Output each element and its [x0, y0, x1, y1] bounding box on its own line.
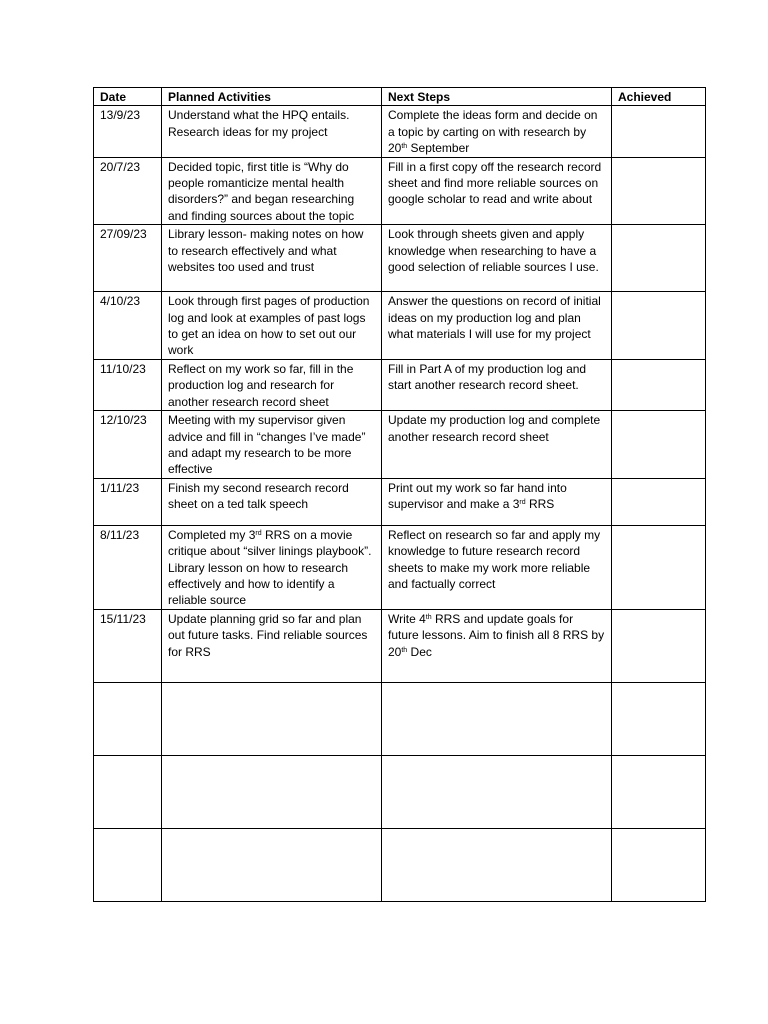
header-achieved: Achieved [612, 88, 706, 106]
cell-date [94, 828, 162, 901]
cell-next-steps [382, 525, 612, 609]
cell-next-steps [382, 478, 612, 525]
cell-achieved [612, 755, 706, 828]
superscript: th [401, 646, 408, 654]
text-run: Answer the questions on record of initial ideas on my production log and plan what materials I will use for my project [388, 294, 601, 342]
cell-achieved [612, 106, 706, 157]
cell-planned-activities: Reflect on my work so far, fill in the production log and research for another research record sheet [162, 359, 382, 410]
cell-planned-activities: Look through first pages of production log and look at examples of past logs to get an idea on how to set out our work [162, 292, 382, 360]
cell-planned-activities: Meeting with my supervisor given advice and fill in “changes I’ve made” and adapt my research to be more effective [162, 411, 382, 479]
cell-achieved [612, 828, 706, 901]
text-run: Look through sheets given and apply knowledge when researching to have a good selection of reliable sources I use. [388, 227, 599, 275]
cell-achieved [612, 525, 706, 609]
table-row [94, 157, 706, 225]
cell-next-steps [382, 292, 612, 360]
table-body [94, 106, 706, 901]
cell-achieved [612, 157, 706, 225]
cell-date: 27/09/23 [94, 225, 162, 292]
cell-planned-activities [162, 828, 382, 901]
cell-date: 11/10/23 [94, 359, 162, 410]
text-run: RRS [525, 497, 555, 512]
cell-achieved [612, 411, 706, 479]
superscript: th [425, 613, 432, 621]
cell-next-steps [382, 359, 612, 410]
cell-next-steps [382, 157, 612, 225]
text-run: Reflect on research so far and apply my knowledge to future research record sheets to make my work more reliable and factually correct [388, 527, 601, 591]
text-run: Update my production log and complete another research record sheet [388, 413, 601, 444]
text-run: Write 4 [388, 611, 426, 626]
text-run: RRS and update goals for future lessons. Aim to finish all 8 RRS by 20 [388, 611, 605, 659]
cell-date: 13/9/23 [94, 106, 162, 157]
cell-date: 20/7/23 [94, 157, 162, 225]
superscript: th [401, 143, 408, 151]
cell-planned-activities: Understand what the HPQ entails. Research ideas for my project [162, 106, 382, 157]
table-row [94, 682, 706, 755]
cell-achieved [612, 682, 706, 755]
cell-planned-activities: Decided topic, first title is “Why do people romanticize mental health disorders?” and began researching and finding sources about the topic [162, 157, 382, 225]
table-row [94, 478, 706, 525]
cell-date [94, 682, 162, 755]
cell-planned-activities [162, 682, 382, 755]
table-row [94, 411, 706, 479]
header-date: Date [94, 88, 162, 106]
table-row [94, 106, 706, 157]
table-row [94, 359, 706, 410]
cell-next-steps [382, 411, 612, 479]
cell-achieved [612, 478, 706, 525]
cell-date: 4/10/23 [94, 292, 162, 360]
cell-planned-activities: Update planning grid so far and plan out future tasks. Find reliable sources for RRS [162, 609, 382, 682]
table-row [94, 828, 706, 901]
cell-next-steps [382, 106, 612, 157]
superscript: rd [519, 499, 526, 507]
table-row [94, 225, 706, 292]
cell-next-steps [382, 755, 612, 828]
cell-planned-activities [162, 525, 382, 609]
table-row [94, 755, 706, 828]
cell-planned-activities: Finish my second research record sheet on a ted talk speech [162, 478, 382, 525]
text-run: Fill in Part A of my production log and start another research record sheet. [388, 361, 587, 393]
table-row [94, 292, 706, 360]
cell-achieved [612, 292, 706, 360]
superscript: rd [255, 529, 262, 537]
cell-next-steps [382, 828, 612, 901]
cell-planned-activities: Library lesson- making notes on how to research effectively and what websites too used and trust [162, 225, 382, 292]
table-row [94, 609, 706, 682]
cell-next-steps [382, 609, 612, 682]
planning-grid-table [93, 87, 706, 902]
text-run: Completed my 3 [168, 527, 256, 542]
cell-next-steps [382, 682, 612, 755]
cell-date [94, 755, 162, 828]
text-run: Fill in a first copy off the research record sheet and find more reliable sources on google scholar to read and write about [388, 159, 602, 207]
cell-date: 1/11/23 [94, 478, 162, 525]
text-run: September [407, 141, 470, 156]
text-run: RRS on a movie critique about “silver linings playbook”. Library lesson on how to research effectively and how to identify a reliable source [168, 527, 372, 608]
cell-date: 8/11/23 [94, 525, 162, 609]
cell-achieved [612, 359, 706, 410]
table-header-row [94, 88, 706, 106]
cell-date: 12/10/23 [94, 411, 162, 479]
table-row [94, 525, 706, 609]
text-run: Complete the ideas form and decide on a topic by carting on with research by 20 [388, 108, 598, 156]
cell-date: 15/11/23 [94, 609, 162, 682]
text-run: Print out my work so far hand into supervisor and make a 3 [388, 480, 567, 512]
header-next-steps: Next Steps [382, 88, 612, 106]
cell-next-steps [382, 225, 612, 292]
text-run: Dec [407, 644, 432, 659]
header-planned-activities: Planned Activities [162, 88, 382, 106]
cell-planned-activities [162, 755, 382, 828]
cell-achieved [612, 225, 706, 292]
cell-achieved [612, 609, 706, 682]
